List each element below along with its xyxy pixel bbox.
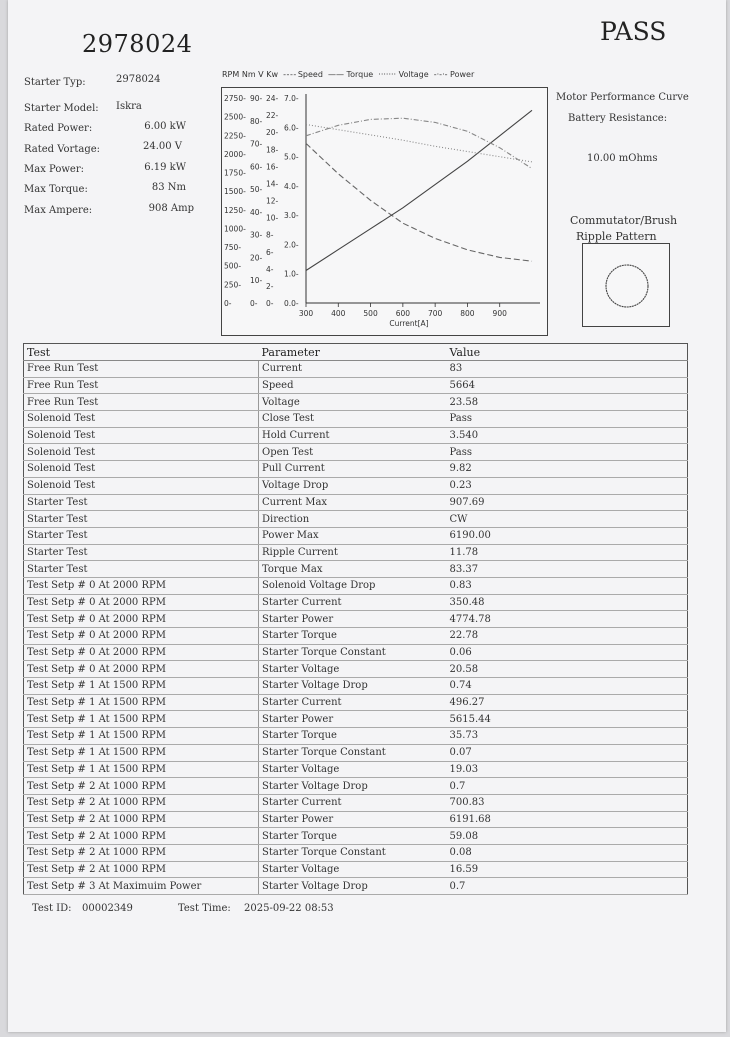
cell-value: 5615.44 [447,711,688,728]
legend-item: Torque [346,70,374,79]
cell-parameter: Starter Torque Constant [259,844,447,861]
y-tick-label: 14- [266,179,279,189]
cell-value: 0.06 [447,644,688,661]
cell-test: Test Setp # 0 At 2000 RPM [24,628,259,645]
cell-test: Test Setp # 0 At 2000 RPM [24,577,259,594]
cell-test: Test Setp # 0 At 2000 RPM [24,611,259,628]
cell-parameter: Solenoid Voltage Drop [259,577,447,594]
y-tick-label: 7.0- [284,94,299,103]
cell-value: 16.59 [447,861,688,878]
legend-item: Voltage [398,70,429,79]
table-row [24,377,688,394]
spec-value: 6.00 kW [144,121,186,132]
cell-value: 0.74 [447,678,688,695]
cell-parameter: Starter Power [259,611,447,628]
y-tick-label: 750- [224,243,242,253]
cell-parameter: Voltage [259,394,447,411]
table-row [24,811,688,828]
cell-value: 0.7 [447,778,688,795]
cell-parameter: Hold Current [259,427,447,444]
y-tick-label: 2750- [224,94,246,103]
axis-unit-label: Nm [241,70,256,79]
table-row [24,411,688,428]
table-row [24,628,688,645]
y-tick-label: 8- [266,230,274,240]
axis-unit-label: Kw [266,70,278,79]
cell-test: Test Setp # 1 At 1500 RPM [24,678,259,695]
y-tick-label: 0- [266,299,274,308]
x-tick-label: 600 [395,309,411,318]
cell-value: 83.37 [447,561,688,578]
y-tick-label: 80- [250,116,263,126]
cell-parameter: Starter Current [259,594,447,611]
y-tick-label: 2- [266,281,274,291]
y-tick-label: 18- [266,145,279,155]
spec-value: 6.19 kW [144,162,186,173]
y-tick-label: 40- [250,207,263,217]
table-row [24,694,688,711]
y-tick-label: 6.0- [284,123,299,133]
y-tick-label: 30- [250,230,263,240]
cell-value: 4774.78 [447,611,688,628]
cell-value: 3.540 [447,427,688,444]
cell-test: Free Run Test [24,394,259,411]
cell-parameter: Speed [259,377,447,394]
cell-parameter: Voltage Drop [259,477,447,494]
cell-value: Pass [447,411,688,428]
cell-parameter: Torque Max [259,561,447,578]
y-tick-label: 24- [266,94,279,103]
cell-test: Test Setp # 3 At Maximuim Power [24,878,259,895]
table-body [24,361,688,895]
y-tick-label: 1.0- [284,269,299,279]
cell-parameter: Pull Current [259,461,447,478]
table-row [24,611,688,628]
table-row [24,361,688,378]
table-row [24,461,688,478]
cell-value: 83 [447,361,688,378]
table-row [24,878,688,895]
y-tick-label: 4- [266,264,274,274]
spec-value: 2978024 [116,74,161,85]
table-row [24,844,688,861]
cell-test: Test Setp # 1 At 1500 RPM [24,744,259,761]
table-header-row [24,344,688,361]
ripple-trace [606,265,648,307]
cell-value: 9.82 [447,461,688,478]
column-header: Test [24,344,259,361]
x-axis-label: Current[A] [389,319,429,328]
cell-value: 907.69 [447,494,688,511]
cell-parameter: Starter Torque Constant [259,744,447,761]
table-row [24,444,688,461]
ripple-pattern-svg [583,244,669,326]
cell-test: Test Setp # 1 At 1500 RPM [24,728,259,745]
y-tick-label: 50- [250,185,263,195]
cell-test: Solenoid Test [24,477,259,494]
cell-value: Pass [447,444,688,461]
legend-item: Speed [297,70,323,79]
table-row [24,477,688,494]
x-tick-label: 300 [298,309,314,318]
y-tick-label: 3.0- [284,211,299,221]
cell-test: Solenoid Test [24,427,259,444]
cell-parameter: Starter Voltage [259,861,447,878]
spec-label: Rated Vortage: [24,144,101,155]
y-tick-label: 70- [250,139,263,149]
table-row [24,594,688,611]
cell-value: 23.58 [447,394,688,411]
cell-test: Test Setp # 1 At 1500 RPM [24,761,259,778]
y-tick-label: 12- [266,196,279,206]
cell-test: Free Run Test [24,377,259,394]
curve-title: Motor Performance Curve [556,92,689,103]
test-verdict: PASS [600,17,667,46]
y-tick-label: 500- [224,261,242,271]
cell-value: 11.78 [447,544,688,561]
y-tick-label: 20- [250,253,263,263]
cell-parameter: Starter Power [259,811,447,828]
cell-value: 700.83 [447,794,688,811]
cell-parameter: Starter Voltage [259,761,447,778]
table-row [24,511,688,528]
cell-parameter: Starter Voltage Drop [259,778,447,795]
spec-value: 83 Nm [151,182,186,193]
y-tick-label: 10- [266,213,279,223]
spec-value: 908 Amp [148,203,194,214]
spec-label: Starter Typ: [24,77,86,88]
cell-parameter: Direction [259,511,447,528]
cell-test: Solenoid Test [24,444,259,461]
ripple-pattern-plot [582,243,670,327]
cell-parameter: Starter Current [259,794,447,811]
cell-test: Test Setp # 2 At 1000 RPM [24,794,259,811]
column-header: Value [447,344,688,361]
series-line-speed [306,143,532,261]
cell-parameter: Power Max [259,527,447,544]
cell-parameter: Starter Voltage [259,661,447,678]
ripple-title: Commutator/Brush [570,214,678,227]
cell-parameter: Current [259,361,447,378]
x-tick-label: 900 [492,309,507,318]
chart-legend: RPM Nm V Kw - - - - Speed —— Torque ······· Voltage -·-·- Power [222,70,475,79]
spec-label: Max Ampere: [24,205,93,216]
table-row [24,577,688,594]
table-row [24,527,688,544]
y-tick-label: 60- [250,162,263,172]
spec-label: Max Power: [24,164,84,175]
results-table [23,343,688,895]
y-tick-label: 1250- [224,205,246,215]
cell-value: 0.7 [447,878,688,895]
cell-parameter: Starter Torque [259,628,447,645]
cell-parameter: Starter Power [259,711,447,728]
cell-test: Solenoid Test [24,411,259,428]
table-row [24,394,688,411]
cell-test: Test Setp # 2 At 1000 RPM [24,861,259,878]
cell-value: 5664 [447,377,688,394]
series-line-voltage [306,125,532,162]
cell-test: Test Setp # 1 At 1500 RPM [24,711,259,728]
cell-test: Test Setp # 2 At 1000 RPM [24,828,259,845]
cell-parameter: Starter Voltage Drop [259,678,447,695]
ripple-subtitle: Ripple Pattern [576,230,657,243]
cell-value: 35.73 [447,728,688,745]
table-row [24,661,688,678]
cell-parameter: Starter Current [259,694,447,711]
test-time-label: Test Time: [178,903,231,914]
table-row [24,427,688,444]
y-tick-label: 0- [250,299,258,308]
cell-parameter: Current Max [259,494,447,511]
test-id-label: Test ID: [32,903,72,914]
cell-test: Test Setp # 1 At 1500 RPM [24,694,259,711]
battery-value: 10.00 mOhms [587,153,658,164]
column-header: Parameter [259,344,447,361]
spec-value: 24.00 V [142,141,182,152]
cell-parameter: Close Test [259,411,447,428]
spec-label: Max Torque: [24,184,88,195]
table-row [24,494,688,511]
cell-test: Solenoid Test [24,461,259,478]
series-line-torque [306,110,532,270]
cell-parameter: Starter Torque [259,728,447,745]
table-row [24,828,688,845]
table-row [24,744,688,761]
axis-unit-label: V [258,70,264,79]
y-tick-label: 16- [266,162,279,172]
x-tick-label: 500 [363,309,378,318]
cell-parameter: Ripple Current [259,544,447,561]
cell-value: 59.08 [447,828,688,845]
cell-value: 0.08 [447,844,688,861]
x-tick-label: 700 [427,309,443,318]
test-time: 2025-09-22 08:53 [244,903,334,914]
y-tick-label: 250- [224,280,242,290]
cell-test: Test Setp # 0 At 2000 RPM [24,594,259,611]
y-tick-label: 1500- [224,187,246,197]
cell-test: Free Run Test [24,361,259,378]
cell-value: 22.78 [447,628,688,645]
cell-value: 6190.00 [447,527,688,544]
cell-test: Test Setp # 2 At 1000 RPM [24,811,259,828]
cell-value: CW [447,511,688,528]
cell-test: Test Setp # 0 At 2000 RPM [24,644,259,661]
y-tick-label: 1750- [224,168,246,178]
spec-value: Iskra [116,101,142,112]
y-tick-label: 2500- [224,112,246,122]
y-tick-label: 0.0- [284,299,299,308]
cell-test: Test Setp # 2 At 1000 RPM [24,778,259,795]
chart-svg [222,88,547,335]
table-row [24,644,688,661]
y-tick-label: 2.0- [284,240,299,250]
cell-parameter: Open Test [259,444,447,461]
performance-chart [221,87,548,336]
cell-value: 19.03 [447,761,688,778]
y-tick-label: 2250- [224,131,246,141]
table-row [24,561,688,578]
cell-value: 0.07 [447,744,688,761]
y-tick-label: 22- [266,111,279,121]
cell-parameter: Starter Torque Constant [259,644,447,661]
spec-label: Rated Power: [24,123,93,134]
table-row [24,711,688,728]
serial-number: 2978024 [82,30,193,58]
spec-label: Starter Model: [24,103,99,114]
y-tick-label: 90- [250,94,263,103]
y-tick-label: 0- [224,299,232,308]
y-tick-label: 6- [266,247,274,257]
cell-parameter: Starter Torque [259,828,447,845]
y-tick-label: 1000- [224,224,246,234]
axis-unit-label: RPM [222,70,240,79]
y-tick-label: 5.0- [284,152,299,162]
cell-test: Starter Test [24,494,259,511]
cell-test: Test Setp # 0 At 2000 RPM [24,661,259,678]
cell-test: Starter Test [24,561,259,578]
cell-test: Starter Test [24,527,259,544]
table-row [24,861,688,878]
cell-test: Starter Test [24,511,259,528]
cell-test: Test Setp # 2 At 1000 RPM [24,844,259,861]
legend-item: Power [450,70,475,79]
y-tick-label: 20- [266,128,279,138]
test-id: 00002349 [82,903,133,914]
y-tick-label: 2000- [224,149,246,159]
cell-value: 496.27 [447,694,688,711]
cell-parameter: Starter Voltage Drop [259,878,447,895]
y-tick-label: 10- [250,276,263,286]
table-row [24,794,688,811]
y-tick-label: 4.0- [284,181,299,191]
cell-value: 0.83 [447,577,688,594]
cell-value: 6191.68 [447,811,688,828]
table-row [24,544,688,561]
table-row [24,728,688,745]
cell-value: 20.58 [447,661,688,678]
table-row [24,778,688,795]
battery-label: Battery Resistance: [568,113,668,124]
cell-test: Starter Test [24,544,259,561]
cell-value: 0.23 [447,477,688,494]
x-tick-label: 400 [331,309,346,318]
table-row [24,761,688,778]
cell-value: 350.48 [447,594,688,611]
x-tick-label: 800 [460,309,475,318]
table-row [24,678,688,695]
